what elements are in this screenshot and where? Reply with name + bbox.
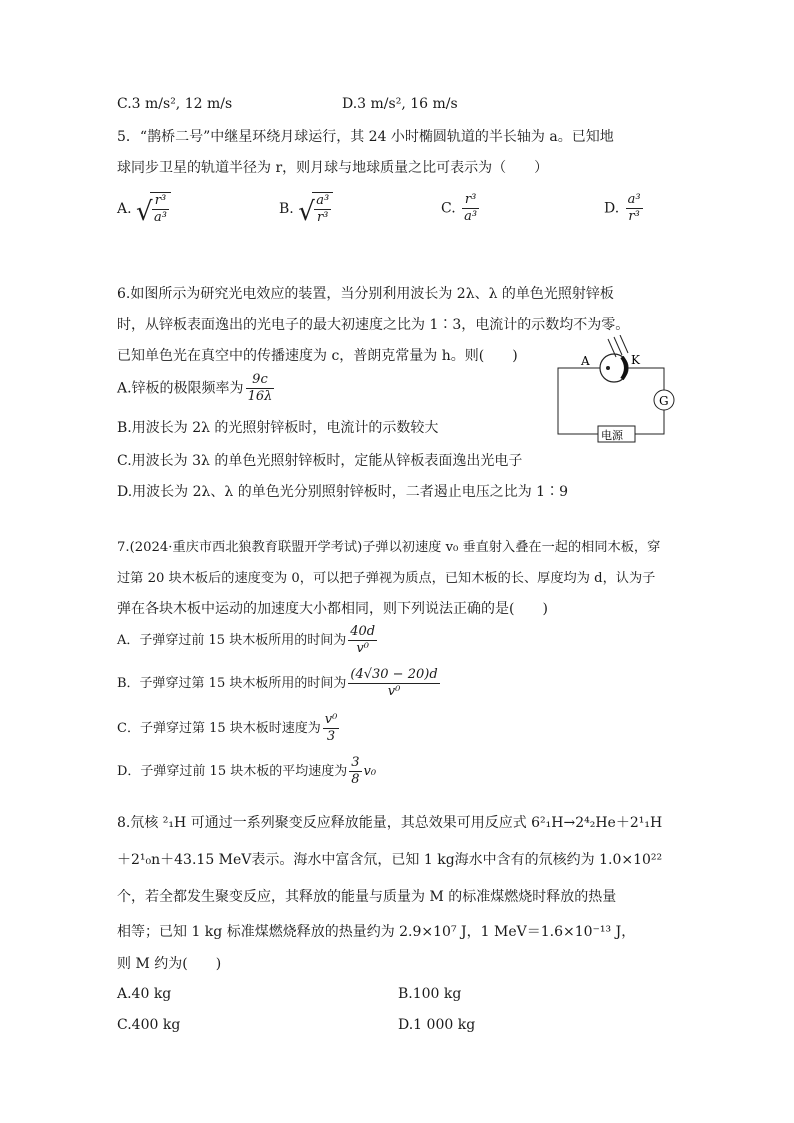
q5-option-a: A. √ $\frac{\text{r³}}{\text{a³}}$ [117,192,171,226]
q8-option-b: B.100 kg [398,986,462,1002]
q8-stem-line3: 个，若全都发生聚变反应，其释放的能量与质量为 M 的标准煤燃烧时释放的热量 [117,889,617,905]
q6-option-d: D.用波长为 2λ、λ 的单色光分别照射锌板时，二者遏止电压之比为 1∶9 [117,484,568,500]
q6-stem-line1: 6.如图所示为研究光电效应的装置，当分别利用波长为 2λ、λ 的单色光照射锌板 [117,286,614,302]
q5-option-c: C. $\frac{\text{r³}}{\text{a³}}$ [441,192,478,224]
light-ray [614,337,622,355]
q4-option-d: D.3 m/s², 16 m/s [342,96,458,112]
wire-right-top [628,368,664,390]
sqrt-symbol: √ $\frac{\text{r³}}{\text{a³}}$ [136,192,171,226]
label-a: A [581,354,590,368]
q8-option-d: D.1 000 kg [398,1017,476,1033]
label-k: K [631,353,640,367]
q4-option-c: C.3 m/s², 12 m/s [117,96,233,112]
wire-left [558,368,600,434]
q7-option-c: C．子弹穿过第 15 块木板时速度为 $\frac{\text{v⁰}}{3}$ [117,712,338,744]
q8-stem-line4: 相等；已知 1 kg 标准煤燃烧释放的热量约为 2.9×10⁷ J，1 MeV＝1.6×10⁻¹³ J， [117,924,636,940]
q5-stem-line1: 5．“鹊桥二号”中继星环绕月球运行，其 24 小时椭圆轨道的半长轴为 a。已知地 [117,129,614,145]
q8-stem-line1: 8.氘核 ²₁H 可通过一系列聚变反应释放能量，其总效果可用反应式 6²₁H→2⁴₂He＋2¹₁H [117,815,663,831]
label-g: G [659,394,669,408]
q7-option-b: B．子弹穿过第 15 块木板所用的时间为 $\frac{(4√30 - 20)d}{\text{v⁰}}$ [117,667,438,699]
q6-option-c: C.用波长为 3λ 的单色光照射锌板时，定能从锌板表面逸出光电子 [117,453,523,469]
photoelectric-circuit-diagram [550,335,690,450]
q7-stem-line1: 7.(2024·重庆市西北狼教育联盟开学考试)子弹以初速度 v₀ 垂直射入叠在一起的相同木板，穿 [117,540,661,555]
q6-stem-line2: 时，从锌板表面逸出的光电子的最大初速度之比为 1∶3，电流计的示数均不为零。 [117,317,630,333]
q8-stem-line2: ＋2¹₀n＋43.15 MeV表示。海水中富含氘，已知 1 kg海水中含有的氘核约为 1.0×10²² [117,852,663,868]
q8-option-c: C.400 kg [117,1017,181,1033]
q7-option-d: D．子弹穿过前 15 块木板的平均速度为 $\frac{3}{8}$ v₀ [117,755,377,787]
q7-option-a: A．子弹穿过前 15 块木板所用的时间为 $\frac{40d}{\text{v⁰}}$ [117,624,376,656]
q8-option-a: A.40 kg [117,986,172,1002]
q7-stem-line3: 弹在各块木板中运动的加速度大小都相同，则下列说法正确的是( ) [117,601,548,617]
label-source: 电源 [601,429,623,442]
wire-right-bottom [635,410,664,434]
q8-stem-line5: 则 M 约为( ) [117,956,222,972]
light-ray [620,335,628,353]
q6-stem-line3: 已知单色光在真空中的传播速度为 c，普朗克常量为 h。则( ) [117,348,518,364]
q5-option-d: D. $\frac{\text{a³}}{\text{r³}}$ [604,192,641,224]
q5-option-b: B. √ $\frac{\text{a³}}{\text{r³}}$ [279,192,333,226]
q5-stem-line2: 球同步卫星的轨道半径为 r，则月球与地球质量之比可表示为（ ） [117,160,549,176]
q7-stem-line2: 过第 20 块木板后的速度变为 0，可以把子弹视为质点，已知木板的长、厚度均为 d，认为子 [117,571,656,586]
sqrt-symbol: √ $\frac{\text{a³}}{\text{r³}}$ [298,192,333,226]
q6-option-b: B.用波长为 2λ 的光照射锌板时，电流计的示数较大 [117,420,439,436]
anode-a [606,366,610,370]
q6-option-a: A.锌板的极限频率为 $\frac{9c}{16\lambda}$ [117,372,273,404]
cathode-k [622,357,626,379]
